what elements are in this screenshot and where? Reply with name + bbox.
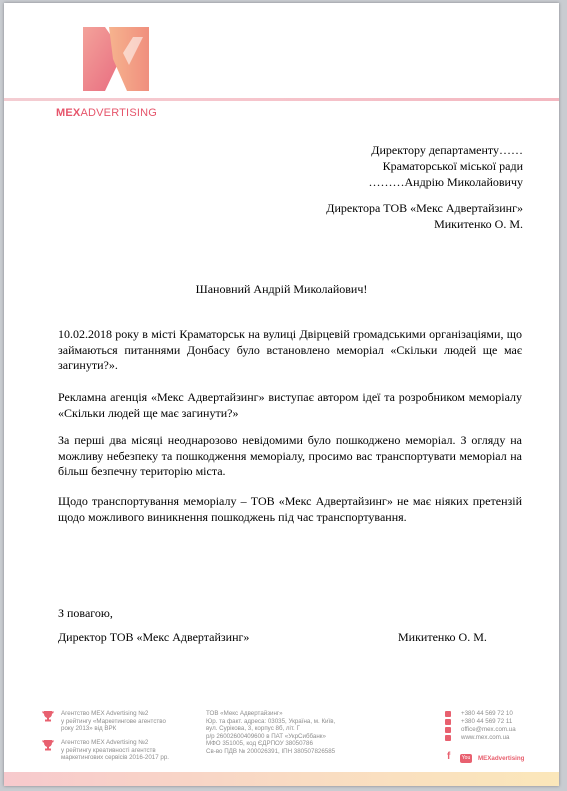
brand-name: MEXADVERTISING xyxy=(56,107,158,119)
sender-block xyxy=(223,200,523,232)
addressee-line: Директору департаменту…… xyxy=(371,143,523,157)
award-line: Агентство MEX Advertising №2 xyxy=(61,710,149,717)
award-line: маркетингових сервісів 2016-2017 рр. xyxy=(61,754,169,762)
closing-regards: З повагою, xyxy=(58,606,113,620)
company-line: ТОВ «Мекс Адвертайзинг» xyxy=(206,710,283,717)
company-line: Св-во ПДВ № 200026391, ІПН 380507826585 xyxy=(206,747,336,755)
award-line: у рейтингу «Маркетингове агентство xyxy=(61,717,166,725)
social-links xyxy=(445,753,555,765)
company-line: вул. Сурікова, 3, корпус 8б, літ. Г xyxy=(206,725,300,733)
youtube-icon[interactable]: You xyxy=(461,755,471,761)
phone-icon xyxy=(445,719,451,725)
award-line: у рейтингу креативності агентств xyxy=(61,746,156,754)
signer-name: Микитенко О. М. xyxy=(398,630,487,644)
signer-position: Директор ТОВ «Мекс Адвертайзинг» xyxy=(58,630,250,644)
facebook-icon[interactable]: f xyxy=(447,751,451,762)
phone-number[interactable]: +380 44 569 72 10 xyxy=(461,710,513,717)
addressee-block xyxy=(263,142,523,190)
body-paragraph: Щодо транспортування меморіалу – ТОВ «Мекс Адвертайзинг» не має ніяких претензій щодо можливого виникнення пошкоджень під час транспортування. xyxy=(58,494,522,524)
phone-icon xyxy=(445,711,451,717)
footer-gradient-bar xyxy=(4,772,559,786)
addressee-line: ………Андрію Миколайовичу xyxy=(368,175,523,189)
body-paragraph: 10.02.2018 року в місті Краматорськ на вулиці Двірцевій громадськими організаціями, що займаються питаннями Донбасу було встановлено меморіал «Скільки людей ще має загинути?». xyxy=(58,327,522,372)
globe-icon xyxy=(445,735,451,741)
header-divider xyxy=(4,98,559,101)
phone-number[interactable]: +380 44 569 72 11 xyxy=(461,718,513,725)
company-line: р/р 26002600409600 в ПАТ «УкрСиббанк» xyxy=(206,732,326,740)
addressee-line: Краматорської міської ради xyxy=(382,159,523,173)
email-link[interactable]: office@mex.com.ua xyxy=(461,726,516,733)
social-handle[interactable]: MEXadvertising xyxy=(478,755,525,762)
website-link[interactable]: www.mex.com.ua xyxy=(461,734,510,741)
company-line: Юр. та факт. адреса: 03035, Україна, м. Київ, xyxy=(206,717,336,725)
body-paragraph: За перші два місяці неоднарозово невідомими було пошкоджено меморіал. З огляду на можливу небезпеку та пошкодження меморіалу, просимо вас транспортувати меморіал на більш безпечну територію міста. xyxy=(58,433,522,478)
greeting: Шановний Андрій Миколайович! xyxy=(195,282,368,296)
trophy-icon xyxy=(42,739,54,751)
letterhead-footer xyxy=(4,703,559,773)
company-line: МФО 351005, код ЄДРПОУ 38050786 xyxy=(206,740,313,748)
award-line: року 2013» від ВРК xyxy=(61,725,117,733)
trophy-icon xyxy=(42,710,54,722)
company-details xyxy=(206,710,366,756)
sender-line: Микитенко О. М. xyxy=(434,217,523,231)
body-paragraph: Рекламна агенція «Мекс Адвертайзинг» виступає автором ідеї та розробником меморіалу «Скільки людей ще має загинути?» xyxy=(58,390,522,420)
letter-page xyxy=(4,3,559,786)
email-icon xyxy=(445,727,451,733)
mex-logo-icon xyxy=(83,27,149,91)
sender-line: Директора ТОВ «Мекс Адвертайзинг» xyxy=(326,201,523,215)
award-line: Агентство MEX Advertising №2 xyxy=(61,739,149,746)
contact-list xyxy=(445,710,555,742)
